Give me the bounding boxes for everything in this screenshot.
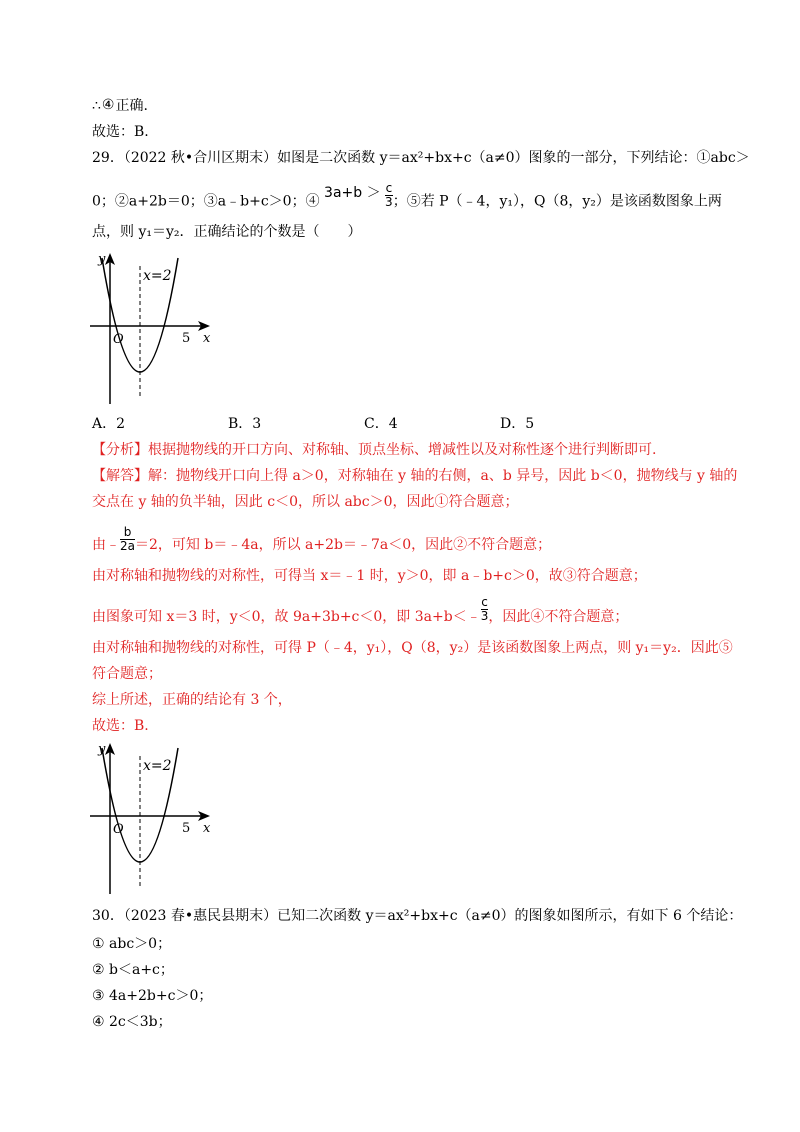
item-text: b＜a+c；	[109, 962, 174, 978]
solution-text: 符合题意；	[576, 568, 647, 584]
q30-header	[92, 906, 742, 926]
circled-4: ④	[530, 609, 545, 625]
stmt-4-fraction	[385, 182, 393, 209]
option-b: B．3	[228, 416, 262, 432]
q29-statements	[92, 181, 722, 215]
solution-line-2	[92, 492, 519, 512]
circled-4: ④	[305, 193, 320, 210]
question-source: （2023 春•惠民县期末）已知二次函数 y＝ax²+bx+c（a≠0）的图象如图所示，有如下 6 个结论：	[123, 908, 743, 924]
q30-item-2	[92, 960, 174, 980]
circled-3: ③	[562, 568, 577, 584]
circled-4: ④	[92, 1014, 105, 1030]
stmt-1-end: 0；	[92, 193, 115, 210]
prev-answer: 故选：B.	[92, 124, 149, 140]
circled-1: ①	[434, 494, 449, 510]
prev-conclusion	[92, 96, 148, 116]
circled-2: ②	[92, 962, 105, 978]
fraction-denominator: 2a	[120, 538, 135, 553]
option-a: A．2	[92, 416, 126, 432]
stmt-2: a+2b＝0；	[128, 193, 204, 210]
solution-line-5	[92, 594, 629, 634]
parabola-graph-2	[88, 738, 228, 898]
solution-text: ，因此	[488, 609, 531, 625]
q30-item-1	[92, 934, 171, 954]
stmt-4-end: ；	[392, 193, 407, 210]
solution-text: 符合题意；	[448, 494, 519, 510]
prev-correct-text: 正确.	[115, 98, 148, 114]
y-label: y	[98, 742, 106, 757]
circled-2: ②	[453, 537, 468, 553]
therefore-symbol: ∴	[92, 98, 101, 114]
origin-label: O	[113, 822, 124, 837]
solution-text: 由对称轴和抛物线的对称性，可得 P（﹣4，y₁），Q（8，y₂）是该函数图象上两点，则 y₁＝y₂．因此	[92, 640, 719, 656]
axis-label: x=2	[143, 268, 172, 284]
q30-item-3	[92, 986, 212, 1006]
stmt-4-left: 3a+b ＞	[324, 184, 381, 201]
q29-header	[92, 148, 750, 168]
option-d: D．5	[500, 416, 535, 432]
solution-line-7: 符合题意；	[92, 666, 162, 682]
circled-5: ⑤	[718, 640, 733, 656]
fraction	[481, 596, 489, 623]
solution-text: 由对称轴和抛物线的对称性，可得当 x＝﹣1 时，y＞0，即 a﹣b+c＞0，故	[92, 568, 563, 584]
solution-text: 交点在 y 轴的负半轴，因此 c＜0，所以 abc＞0，因此	[92, 494, 435, 510]
item-text: 4a+2b+c＞0；	[109, 988, 213, 1004]
axis-label: x=2	[143, 758, 172, 774]
solution-answer: 故选：B.	[92, 718, 149, 734]
fraction-numerator: c	[481, 594, 488, 609]
y-label: y	[98, 252, 106, 267]
circled-1: ①	[696, 150, 711, 166]
option-c: C．4	[364, 416, 398, 432]
stmt-1: abc＞	[710, 150, 750, 166]
question-number: 30．	[92, 908, 124, 924]
circled-3: ③	[203, 193, 218, 210]
x-label: x	[203, 331, 211, 346]
x-label: x	[203, 821, 211, 836]
solution-line-4	[92, 566, 647, 586]
analysis: 【分析】根据抛物线的开口方向、对称轴、顶点坐标、增减性以及对称性逐个进行判断即可.	[92, 442, 657, 458]
solution-line-1: 【解答】解：抛物线开口向上得 a＞0，对称轴在 y 轴的右侧，a、b 异号，因此 b＜0，抛物线与 y 轴的	[92, 468, 738, 484]
circled-3: ③	[92, 988, 105, 1004]
question-number: 29．	[92, 150, 124, 166]
circled-number: ④	[101, 97, 115, 113]
q29-question-line: 点，则 y₁＝y₂．正确结论的个数是（ ）	[92, 224, 362, 240]
solution-text: 不符合题意；	[544, 609, 629, 625]
stmt-3: a﹣b+c＞0；	[217, 193, 306, 210]
item-text: abc＞0；	[109, 936, 172, 952]
solution-text: 由﹣	[92, 537, 120, 553]
fraction-numerator: b	[123, 524, 132, 539]
item-text: 2c＜3b；	[109, 1014, 172, 1030]
parabola-graph-1	[88, 248, 228, 408]
solution-line-6	[92, 638, 733, 658]
stmt-5: 若 P（﹣4，y₁），Q（8，y₂）是该函数图象上两	[420, 193, 722, 210]
circled-1: ①	[92, 936, 105, 952]
q30-item-4	[92, 1012, 172, 1032]
solution-line-3	[92, 524, 552, 562]
solution-text: 不符合题意；	[467, 537, 552, 553]
solution-summary: 综上所述，正确的结论有 3 个，	[92, 692, 292, 708]
five-label: 5	[182, 821, 191, 836]
origin-label: O	[113, 332, 124, 347]
five-label: 5	[182, 331, 191, 346]
fraction	[120, 526, 135, 553]
fraction-numerator: c	[385, 181, 393, 195]
solution-text: ＝2，可知 b＝﹣4a，所以 a+2b＝﹣7a＜0，因此	[135, 537, 454, 553]
fraction-denominator: 3	[480, 608, 489, 623]
question-source: （2022 秋•合川区期末）如图是二次函数 y＝ax²+bx+c（a≠0）图象的一部分，下列结论：	[123, 150, 697, 166]
circled-2: ②	[114, 193, 129, 210]
solution-text: 由图象可知 x＝3 时，y＜0，故 9a+3b+c＜0，即 3a+b＜﹣	[92, 609, 481, 625]
fraction-denominator: 3	[385, 195, 393, 209]
circled-5: ⑤	[406, 193, 421, 210]
